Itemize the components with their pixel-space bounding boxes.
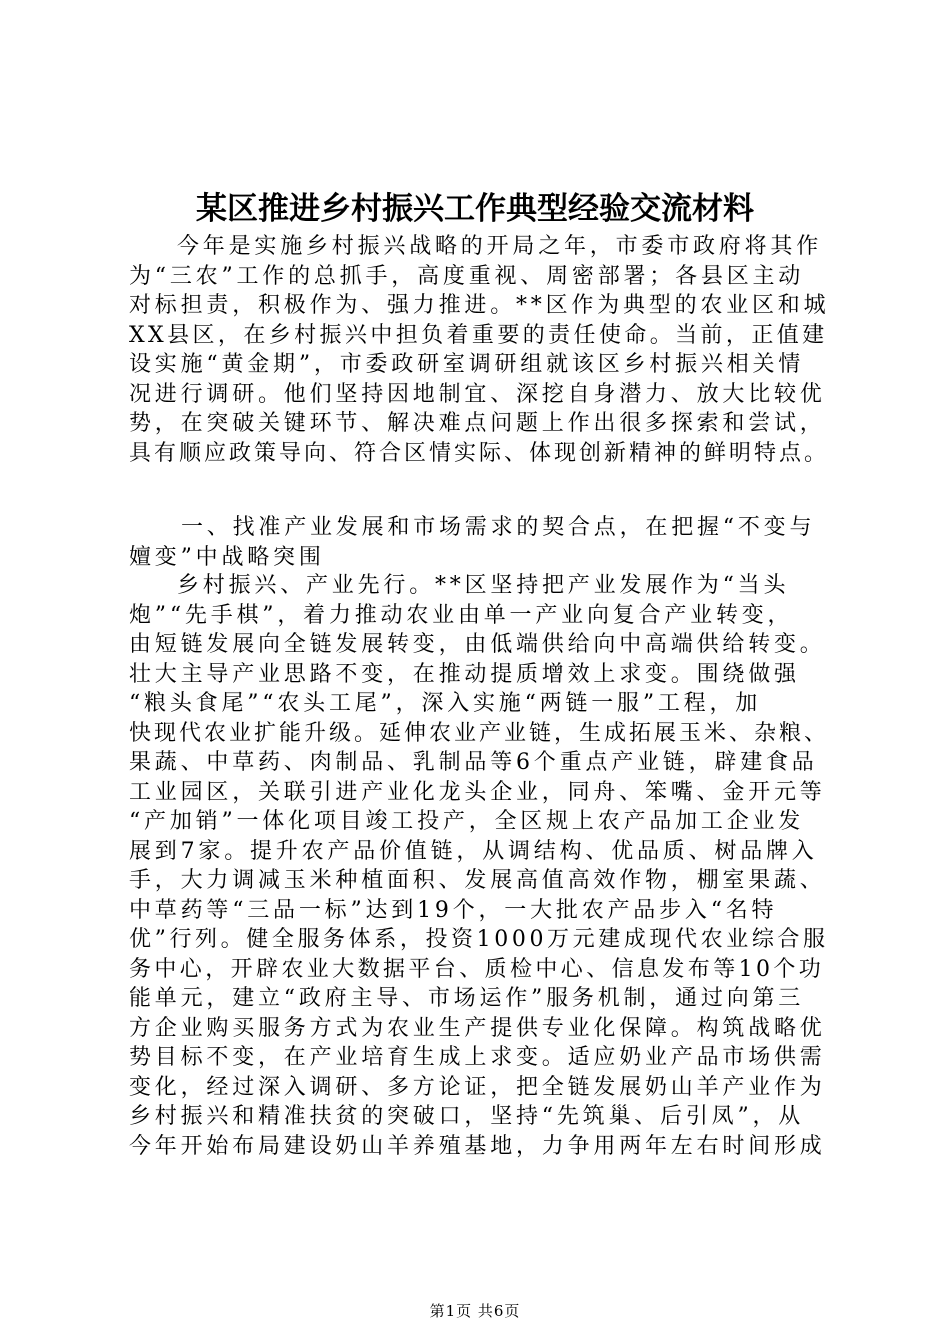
body-line: 势目标不变，在产业培育生成上求变。适应奶业产品市场供需 xyxy=(129,1045,826,1070)
body-line: 优”行列。健全服务体系，投资1000万元建成现代农业综合服 xyxy=(129,927,829,952)
body-line: 中草药等“三品一标”达到19个，一大批农产品步入“名特 xyxy=(129,897,778,923)
intro-line: 势，在突破关键环节、解决难点问题上作出很多探索和尝试， xyxy=(129,411,826,436)
intro-line: 设实施“黄金期”，市委政研室调研组就该区乡村振兴相关情 xyxy=(129,352,805,377)
intro-paragraph xyxy=(129,232,829,468)
body-line: 变化，经过深入调研、多方论证，把全链发展奶山羊产业作为 xyxy=(129,1074,826,1100)
body-line: “产加销”一体化项目竣工投产，全区规上农产品加工企业发 xyxy=(129,809,805,834)
body-line: 能单元，建立“政府主导、市场运作”服务机制，通过向第三 xyxy=(129,986,805,1011)
section-heading xyxy=(129,513,829,572)
intro-line: 对标担责，积极作为、强力推进。**区作为典型的农业区和城 xyxy=(129,293,829,318)
body-line: 由短链发展向全链发展转变，由低端供给向中高端供给转变。 xyxy=(129,632,826,657)
intro-line: 为“三农”工作的总抓手，高度重视、周密部署；各县区主动 xyxy=(129,263,805,289)
heading-line: 一、找准产业发展和市场需求的契合点，在把握“不变与 xyxy=(181,515,816,540)
body-line: 乡村振兴、产业先行。**区坚持把产业发展作为“当头 xyxy=(177,573,790,598)
body-line: 快现代农业扩能升级。延伸农业产业链，生成拓展玉米、杂粮、 xyxy=(129,720,829,746)
intro-line: XX县区，在乡村振兴中担负着重要的责任使命。当前，正值建 xyxy=(129,322,828,348)
body-line: 今年开始布局建设奶山羊养殖基地，力争用两年左右时间形成 xyxy=(129,1133,826,1159)
heading-line: 嬗变”中战略突围 xyxy=(129,544,325,570)
document-title: 某区推进乡村振兴工作典型经验交流材料 xyxy=(196,191,754,227)
body-line: 乡村振兴和精准扶贫的突破口，坚持“先筑巢、后引凤”，从 xyxy=(129,1104,805,1129)
body-line: 方企业购买服务方式为农业生产提供专业化保障。构筑战略优 xyxy=(129,1015,826,1041)
body-line: 手，大力调减玉米种植面积、发展高值高效作物，棚室果蔬、 xyxy=(129,868,826,893)
body-paragraph xyxy=(129,571,829,1161)
body-line: 工业园区，关联引进产业化龙头企业，同舟、笨嘴、金开元等 xyxy=(129,779,826,805)
intro-line: 今年是实施乡村振兴战略的开局之年，市委市政府将其作 xyxy=(177,234,823,259)
body-line: 壮大主导产业思路不变，在推动提质增效上求变。围绕做强 xyxy=(129,661,800,687)
body-line: “粮头食尾”“农头工尾”，深入实施“两链一服”工程，加 xyxy=(129,691,762,716)
body-line: 务中心，开辟农业大数据平台、质检中心、信息发布等10个功 xyxy=(129,956,825,982)
page-footer: 第1页 共6页 xyxy=(429,1302,521,1320)
intro-line: 况进行调研。他们坚持因地制宜、深挖自身潜力、放大比较优 xyxy=(129,381,826,407)
intro-line: 具有顺应政策导向、符合区情实际、体现创新精神的鲜明特点。 xyxy=(129,440,829,466)
body-line: 展到7家。提升农产品价值链，从调结构、优品质、树品牌入 xyxy=(129,838,818,864)
body-line: 果蔬、中草药、肉制品、乳制品等6个重点产业链，辟建食品 xyxy=(129,750,818,775)
body-line: 炮”“先手棋”，着力推动农业由单一产业向复合产业转变， xyxy=(129,602,794,628)
